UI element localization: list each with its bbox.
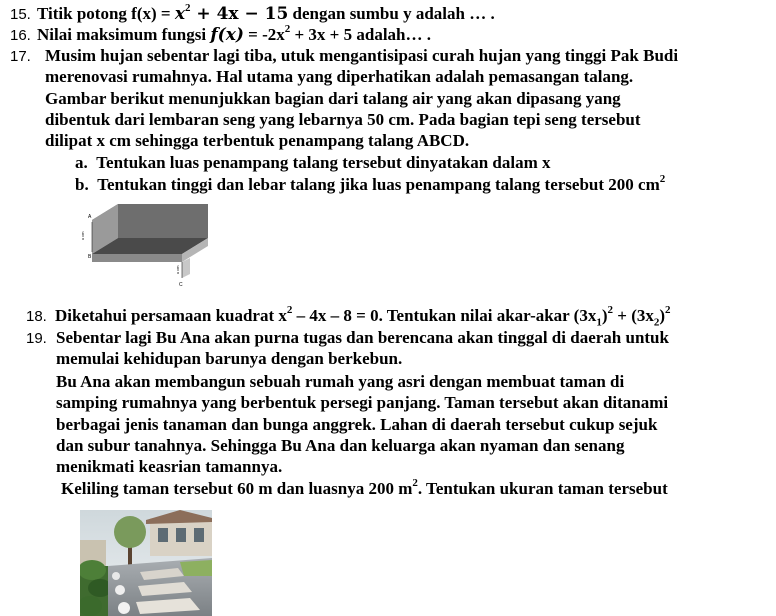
option-label: a. bbox=[75, 153, 88, 172]
question-number: 18. bbox=[26, 308, 47, 325]
q16-square: 2 bbox=[284, 23, 291, 36]
garden-drawing bbox=[80, 510, 212, 616]
q19-last-line bbox=[61, 478, 668, 499]
q18-paren2: ) bbox=[659, 306, 666, 325]
question-16-text bbox=[37, 24, 431, 46]
q18-text-pre: Diketahui persamaan kuadrat x bbox=[55, 306, 287, 325]
q17-line-1: Musim hujan sebentar lagi tiba, utuk mengantisipasi curah hujan yang tinggi Pak Budi bbox=[45, 46, 679, 65]
q16-text-post: + 3x + 5 adalah… . bbox=[290, 25, 432, 44]
m-square: 2 bbox=[412, 477, 418, 490]
q15-text-pre: Titik potong f(x) = bbox=[37, 4, 175, 23]
garden-photo bbox=[80, 510, 212, 616]
cm-square: 2 bbox=[659, 173, 666, 186]
question-number: 17. bbox=[10, 48, 31, 65]
q15-square: 2 bbox=[184, 2, 191, 15]
q16-fx: f(x) bbox=[210, 25, 244, 45]
q19-line-6: dan subur tanahnya. Sehingga Bu Ana dan keluarga akan nyaman dan senang bbox=[56, 436, 625, 455]
q18-paren1: ) bbox=[601, 306, 608, 325]
q17-line-3: Gambar berikut menunjukkan bagian dari talang air yang akan dipasang yang bbox=[45, 89, 621, 108]
q19-last-post: . Tentukan ukuran taman tersebut bbox=[417, 479, 668, 498]
q18-text-mid: – 4x – 8 = 0. Tentukan nilai akar-akar (3x bbox=[292, 306, 597, 325]
gutter-figure bbox=[78, 198, 218, 288]
question-number: 15. bbox=[10, 6, 31, 23]
q18-sub1: 1 bbox=[596, 316, 602, 329]
label-c: C bbox=[179, 282, 183, 288]
label-x-cm-left: x cm bbox=[80, 231, 85, 240]
gutter-drawing bbox=[78, 198, 218, 288]
q17-line-5: dilipat x cm sehingga terbentuk penampang talang ABCD. bbox=[45, 131, 470, 150]
option-text: Tentukan luas penampang talang tersebut dinyatakan dalam x bbox=[96, 153, 551, 172]
q19-line-3: Bu Ana akan membangun sebuah rumah yang asri dengan membuat taman di bbox=[56, 372, 625, 391]
label-x-cm-right: x cm bbox=[175, 265, 180, 274]
q17-option-a bbox=[75, 152, 551, 173]
q16-text-pre: Nilai maksimum fungsi bbox=[37, 25, 211, 44]
q19-last-pre: Keliling taman tersebut 60 m dan luasnya 200 m bbox=[61, 479, 413, 498]
q19-line-2: memulai kehidupan barunya dengan berkebun. bbox=[56, 349, 403, 368]
q19-line-4: samping rumahnya yang berbentuk persegi panjang. Taman tersebut akan ditanami bbox=[56, 393, 669, 412]
q17-line-2: merenovasi rumahnya. Hal utama yang diperhatikan adalah pemasangan talang. bbox=[45, 67, 634, 86]
question-number: 16. bbox=[10, 27, 31, 44]
label-a: A bbox=[88, 214, 92, 220]
q17-option-b bbox=[75, 174, 665, 195]
q19-line-7: menikmati keasrian tamannya. bbox=[56, 457, 283, 476]
question-18-text bbox=[55, 304, 671, 329]
q18-sub2: 2 bbox=[653, 316, 660, 329]
q18-square: 2 bbox=[286, 304, 293, 317]
option-label: b. bbox=[75, 175, 89, 194]
q18-text-mid3: + (3x bbox=[613, 306, 654, 325]
q19-line-5: berbagai jenis tanaman dan bunga anggrek. Lahan di daerah tersebut cukup sejuk bbox=[56, 415, 658, 434]
q19-line-1: Sebentar lagi Bu Ana akan purna tugas dan berencana akan tinggal di daerah untuk bbox=[56, 328, 669, 347]
option-text: Tentukan tinggi dan lebar talang jika luas penampang talang tersebut 200 cm bbox=[97, 175, 660, 194]
q17-line-4: dibentuk dari lembaran seng yang lebarnya 50 cm. Pada bagian tepi seng tersebut bbox=[45, 110, 641, 129]
q15-text-post: dengan sumbu y adalah … . bbox=[288, 4, 495, 23]
question-number: 19. bbox=[26, 330, 47, 347]
q18-square-3: 2 bbox=[665, 304, 671, 317]
q18-square-2: 2 bbox=[607, 304, 614, 317]
q15-math-rest: + 4x − 15 bbox=[190, 4, 289, 24]
q15-math-x: x bbox=[174, 4, 185, 24]
question-15-text bbox=[37, 3, 495, 25]
label-b: B bbox=[88, 254, 92, 260]
q16-text-mid: = -2x bbox=[243, 25, 285, 44]
